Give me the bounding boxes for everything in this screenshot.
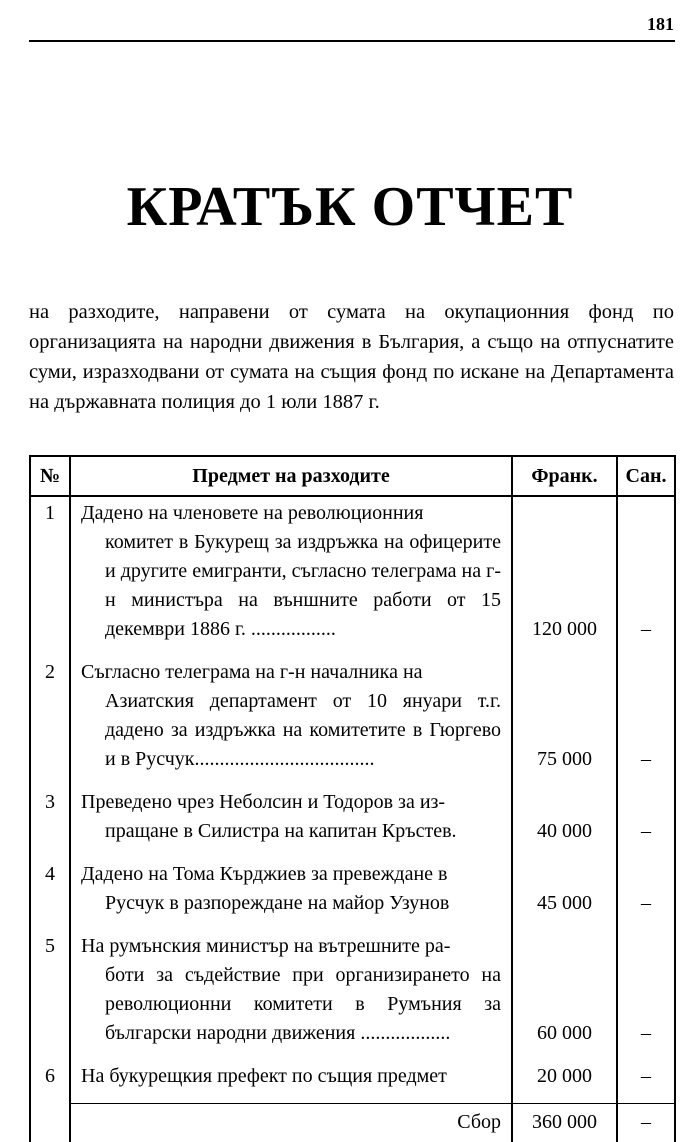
- table-row: [30, 496, 675, 656]
- table-row: [30, 930, 675, 1060]
- row-subject: [70, 858, 512, 930]
- row-francs: 40 000: [512, 786, 617, 858]
- total-san: –: [617, 1104, 675, 1142]
- row-francs: 60 000: [512, 930, 617, 1060]
- expenses-table: [29, 455, 676, 1142]
- row-subject-first-line: На букурещкия префект по същия предмет: [81, 1065, 447, 1087]
- intro-paragraph: на разходите, направени от сумата на окупационния фонд по организацията на народни движения в България, а също на отпуснатите суми, изразходвани от сумата на същия фонд по искане на Департамента на държавната полиция до 1 юли 1887 г.: [29, 301, 674, 413]
- row-subject-first-line: Преведено чрез Неболсин и Тодоров за из-: [81, 791, 446, 813]
- row-francs: 120 000: [512, 496, 617, 656]
- row-san: –: [617, 786, 675, 858]
- table-row: [30, 656, 675, 786]
- row-num: 3: [30, 786, 70, 858]
- header-rule: [29, 40, 675, 42]
- row-subject-first-line: Дадено на членовете на революционния: [81, 502, 424, 524]
- row-subject-continuation: Русчук в разпореждане на майор Узунов: [105, 892, 450, 914]
- table-row: [30, 1060, 675, 1104]
- row-num: 5: [30, 930, 70, 1060]
- row-num: 2: [30, 656, 70, 786]
- row-francs: 45 000: [512, 858, 617, 930]
- row-san: –: [617, 858, 675, 930]
- total-francs: 360 000: [512, 1104, 617, 1142]
- row-subject-first-line: Съгласно телеграма на г-н началника на: [81, 661, 423, 683]
- row-subject-continuation: комитет в Букурещ за издръжка на офицерите и другите емигранти, съгласно телеграма на г-н министъра на външните работи от 15 декември 1886 г. .................: [105, 531, 501, 640]
- table-row: [30, 858, 675, 930]
- page-number: 181: [647, 14, 674, 34]
- row-subject: [70, 496, 512, 656]
- row-subject-first-line: На румънския министър на вътрешните ра-: [81, 935, 451, 957]
- table-header-row: [30, 456, 675, 496]
- row-francs: 75 000: [512, 656, 617, 786]
- row-subject-continuation: пращане в Силистра на капитан Кръстев.: [105, 820, 457, 842]
- row-subject-continuation: Азиатския департамент от 10 януари т.г. дадено за издръжка на комитетите в Гюргево и в Русчук....................................: [105, 690, 501, 770]
- row-subject: [70, 1060, 512, 1104]
- header-subject: Предмет на разходите: [70, 456, 512, 496]
- header-san: Сан.: [617, 456, 675, 496]
- row-subject: [70, 930, 512, 1060]
- header-francs: Франк.: [512, 456, 617, 496]
- row-subject-first-line: Дадено на Тома Кърджиев за превеждане в: [81, 863, 448, 885]
- header-num: №: [30, 456, 70, 496]
- report-title: КРАТЪК ОТЧЕТ: [126, 176, 574, 238]
- row-num: 6: [30, 1060, 70, 1104]
- row-subject-continuation: боти за съдействие при организирането на революционни комитети в Румъния за български народни движения ..................: [105, 964, 501, 1044]
- total-row: [30, 1104, 675, 1142]
- row-san: –: [617, 1060, 675, 1104]
- total-num-empty: [30, 1104, 70, 1142]
- row-subject: [70, 656, 512, 786]
- row-san: –: [617, 930, 675, 1060]
- table-row: [30, 786, 675, 858]
- row-subject: [70, 786, 512, 858]
- row-san: –: [617, 496, 675, 656]
- row-num: 1: [30, 496, 70, 656]
- row-san: –: [617, 656, 675, 786]
- row-num: 4: [30, 858, 70, 930]
- row-francs: 20 000: [512, 1060, 617, 1104]
- total-label: Сбор: [70, 1104, 512, 1142]
